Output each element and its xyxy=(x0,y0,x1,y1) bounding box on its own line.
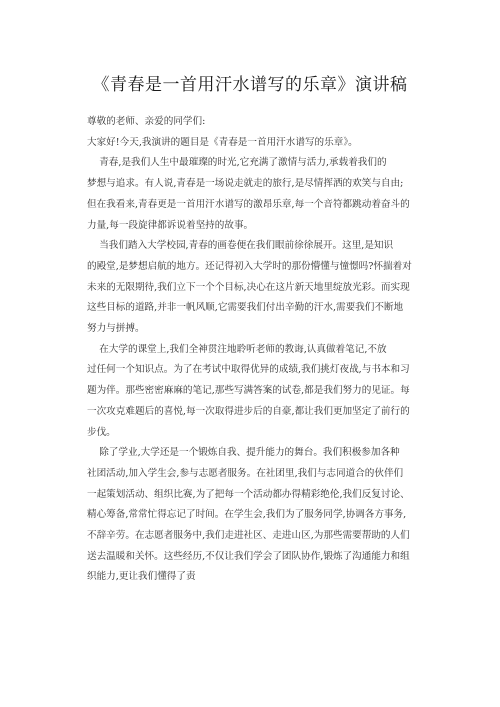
paragraph-campus: 当我们踏入大学校园,青春的画卷便在我们眼前徐徐展开。这里,是知识 的殿堂,是梦想启航的地方。还记得初入大学时的那份懵懂与憧憬吗?怀揣着对 未来的无限期待,我们立下一个个目标,决心在这片新天地里绽放光彩。而实现 这些目标的道路,并非一帆风顺,它需要我们付出辛勤的汗水,需要我们不断地 努力与拼搏。 xyxy=(87,240,412,335)
paragraph-activities: 除了学业,大学还是一个锻炼自我、提升能力的舞台。我们积极参加各种 社团活动,加入学生会,参与志愿者服务。在社团里,我们与志同道合的伙伴们 一起策划活动、组织比赛,为了把每一个活动都办得精彩绝伦,我们反复讨论、 精心筹备,常常忙得忘记了时间。在学生会,我们为了服务同学,协调各方事务, 不辞辛劳。在志愿者服务中,我们走进社区、走进山区,为那些需要帮助的人们 送去温暖和关怀。这些经历,不仅让我们学会了团队协作,锻炼了沟通能力和组 织能力,更让我们懂得了责 xyxy=(87,447,410,583)
paragraph-greeting: 大家好!今天,我演讲的题目是《青春是一首用汗水谱写的乐章》。 xyxy=(87,136,358,148)
paragraph-classroom: 在大学的课堂上,我们全神贯注地聆听老师的教诲,认真做着笔记,不放 过任何一个知识点。为了在考试中取得优异的成绩,我们挑灯夜战,与书本和习 题为伴。那些密密麻麻的笔记,那些写满答案的试卷,都是我们努力的见证。每 一次攻克难题后的喜悦,每一次取得进步后的自豪,都让我们更加坚定了前行的 步伐。 xyxy=(87,343,410,438)
document-body xyxy=(87,112,419,588)
salutation: 尊敬的老师、亲爱的同学们: xyxy=(87,116,206,127)
document-title: 《青春是一首用汗水谱写的乐章》演讲稿 xyxy=(92,75,408,95)
paragraph-youth: 青春,是我们人生中最璀璨的时光,它充满了激情与活力,承载着我们的 梦想与追求。有人说,青春是一场说走就走的旅行,是尽情挥洒的欢笑与自由; 但在我看来,青春更是一首用汗水谱写的激昂乐章,每一个音符都跳动着奋斗的 力量,每一段旋律都诉说着坚持的故事。 xyxy=(87,157,410,231)
